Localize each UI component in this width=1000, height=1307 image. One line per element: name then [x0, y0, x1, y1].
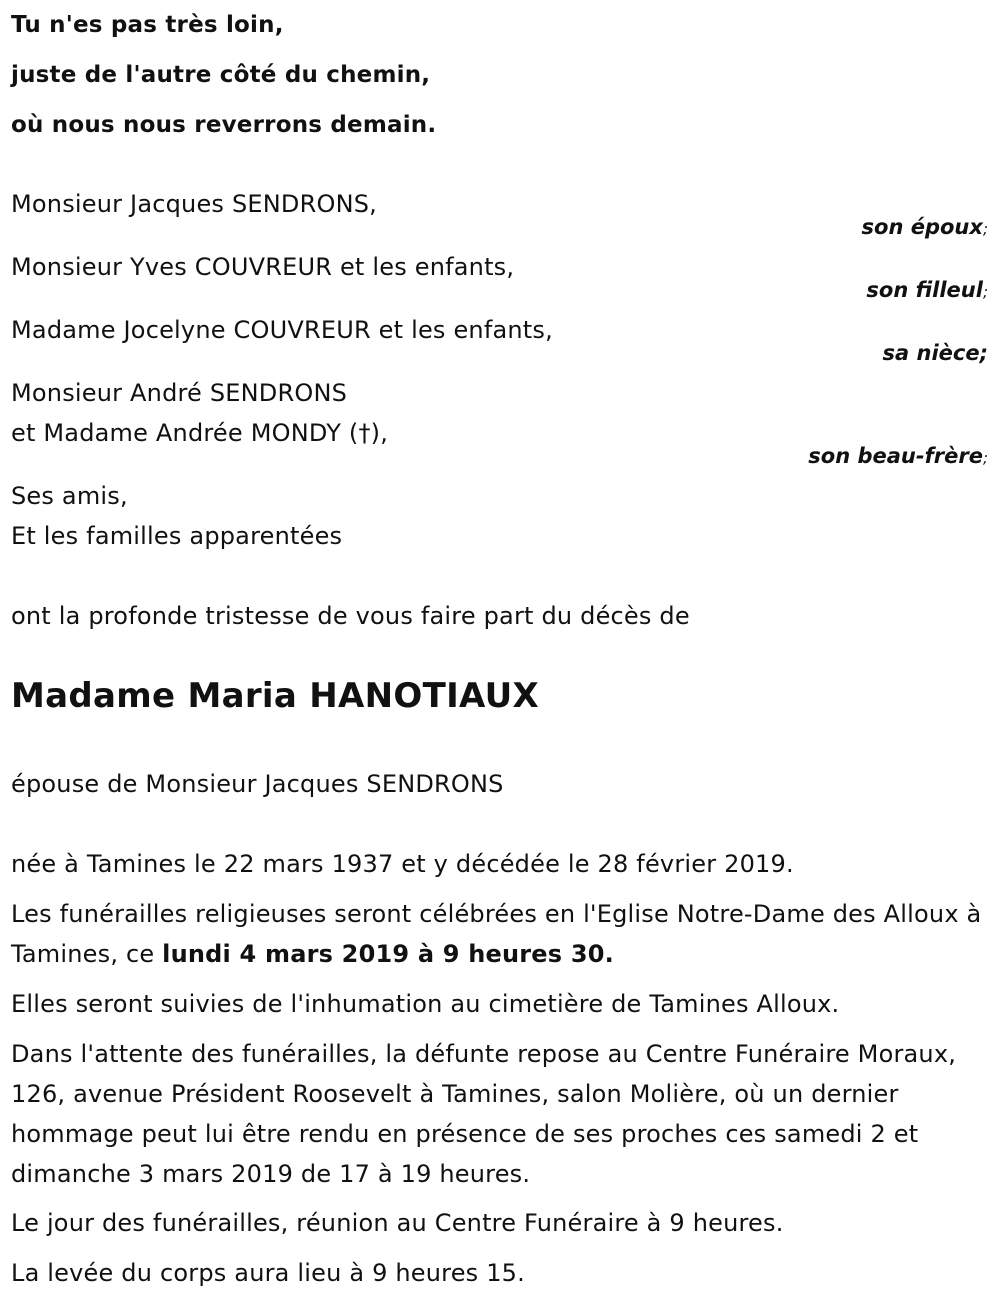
poem-line-2: juste de l'autre côté du chemin, [11, 62, 431, 88]
funeral-paragraph [11, 894, 989, 974]
mourner-3: Madame Jocelyne COUVREUR et les enfants, [11, 316, 553, 344]
relation-2-sep: ; [982, 283, 988, 301]
relation-3 [883, 341, 988, 365]
departure-paragraph: La levée du corps aura lieu à 9 heures 15. [11, 1259, 525, 1287]
relation-3-label: sa nièce; [882, 341, 988, 365]
announcement: ont la profonde tristesse de vous faire part du décès de [11, 602, 690, 630]
poem-line-1: Tu n'es pas très loin, [11, 12, 284, 38]
spouse-line: épouse de Monsieur Jacques SENDRONS [11, 770, 504, 798]
others-line-1: Ses amis, [11, 482, 128, 510]
funeral-datetime: lundi 4 mars 2019 à 9 heures 30. [162, 940, 614, 968]
mourner-2: Monsieur Yves COUVREUR et les enfants, [11, 253, 515, 281]
relation-1 [862, 215, 988, 239]
relation-2-label: son filleul [866, 278, 983, 302]
funeral-text: Les funérailles religieuses seront célébrées en l'Eglise Notre-Dame des Alloux à Tamines, ce [11, 900, 982, 968]
meeting-paragraph: Le jour des funérailles, réunion au Centre Funéraire à 9 heures. [11, 1209, 784, 1237]
relation-2 [866, 278, 988, 302]
relation-4-label: son beau-frère [808, 444, 983, 468]
relation-4 [808, 444, 988, 468]
burial-paragraph: Elles seront suivies de l'inhumation au cimetière de Tamines Alloux. [11, 990, 840, 1018]
mourner-4-line-2: et Madame Andrée MONDY (†), [11, 419, 389, 447]
birth-paragraph: née à Tamines le 22 mars 1937 et y décédée le 28 février 2019. [11, 850, 794, 878]
relation-1-label: son époux [861, 215, 983, 239]
relation-1-sep: ; [982, 220, 988, 238]
mourner-1: Monsieur Jacques SENDRONS, [11, 190, 377, 218]
mourner-4-line-1: Monsieur André SENDRONS [11, 379, 348, 407]
visitation-paragraph: Dans l'attente des funérailles, la défunte repose au Centre Funéraire Moraux, 126, avenue Président Roosevelt à Tamines, salon Molière, où un dernier hommage peut lui être rendu en présence de ses proches ces samedi 2 et dimanche 3 mars 2019 de 17 à 19 heures. [11, 1040, 957, 1188]
relation-4-sep: ; [982, 449, 988, 467]
poem-line-3: où nous nous reverrons demain. [11, 112, 437, 138]
others-line-2: Et les familles apparentées [11, 522, 343, 550]
deceased-name: Madame Maria HANOTIAUX [11, 676, 540, 716]
